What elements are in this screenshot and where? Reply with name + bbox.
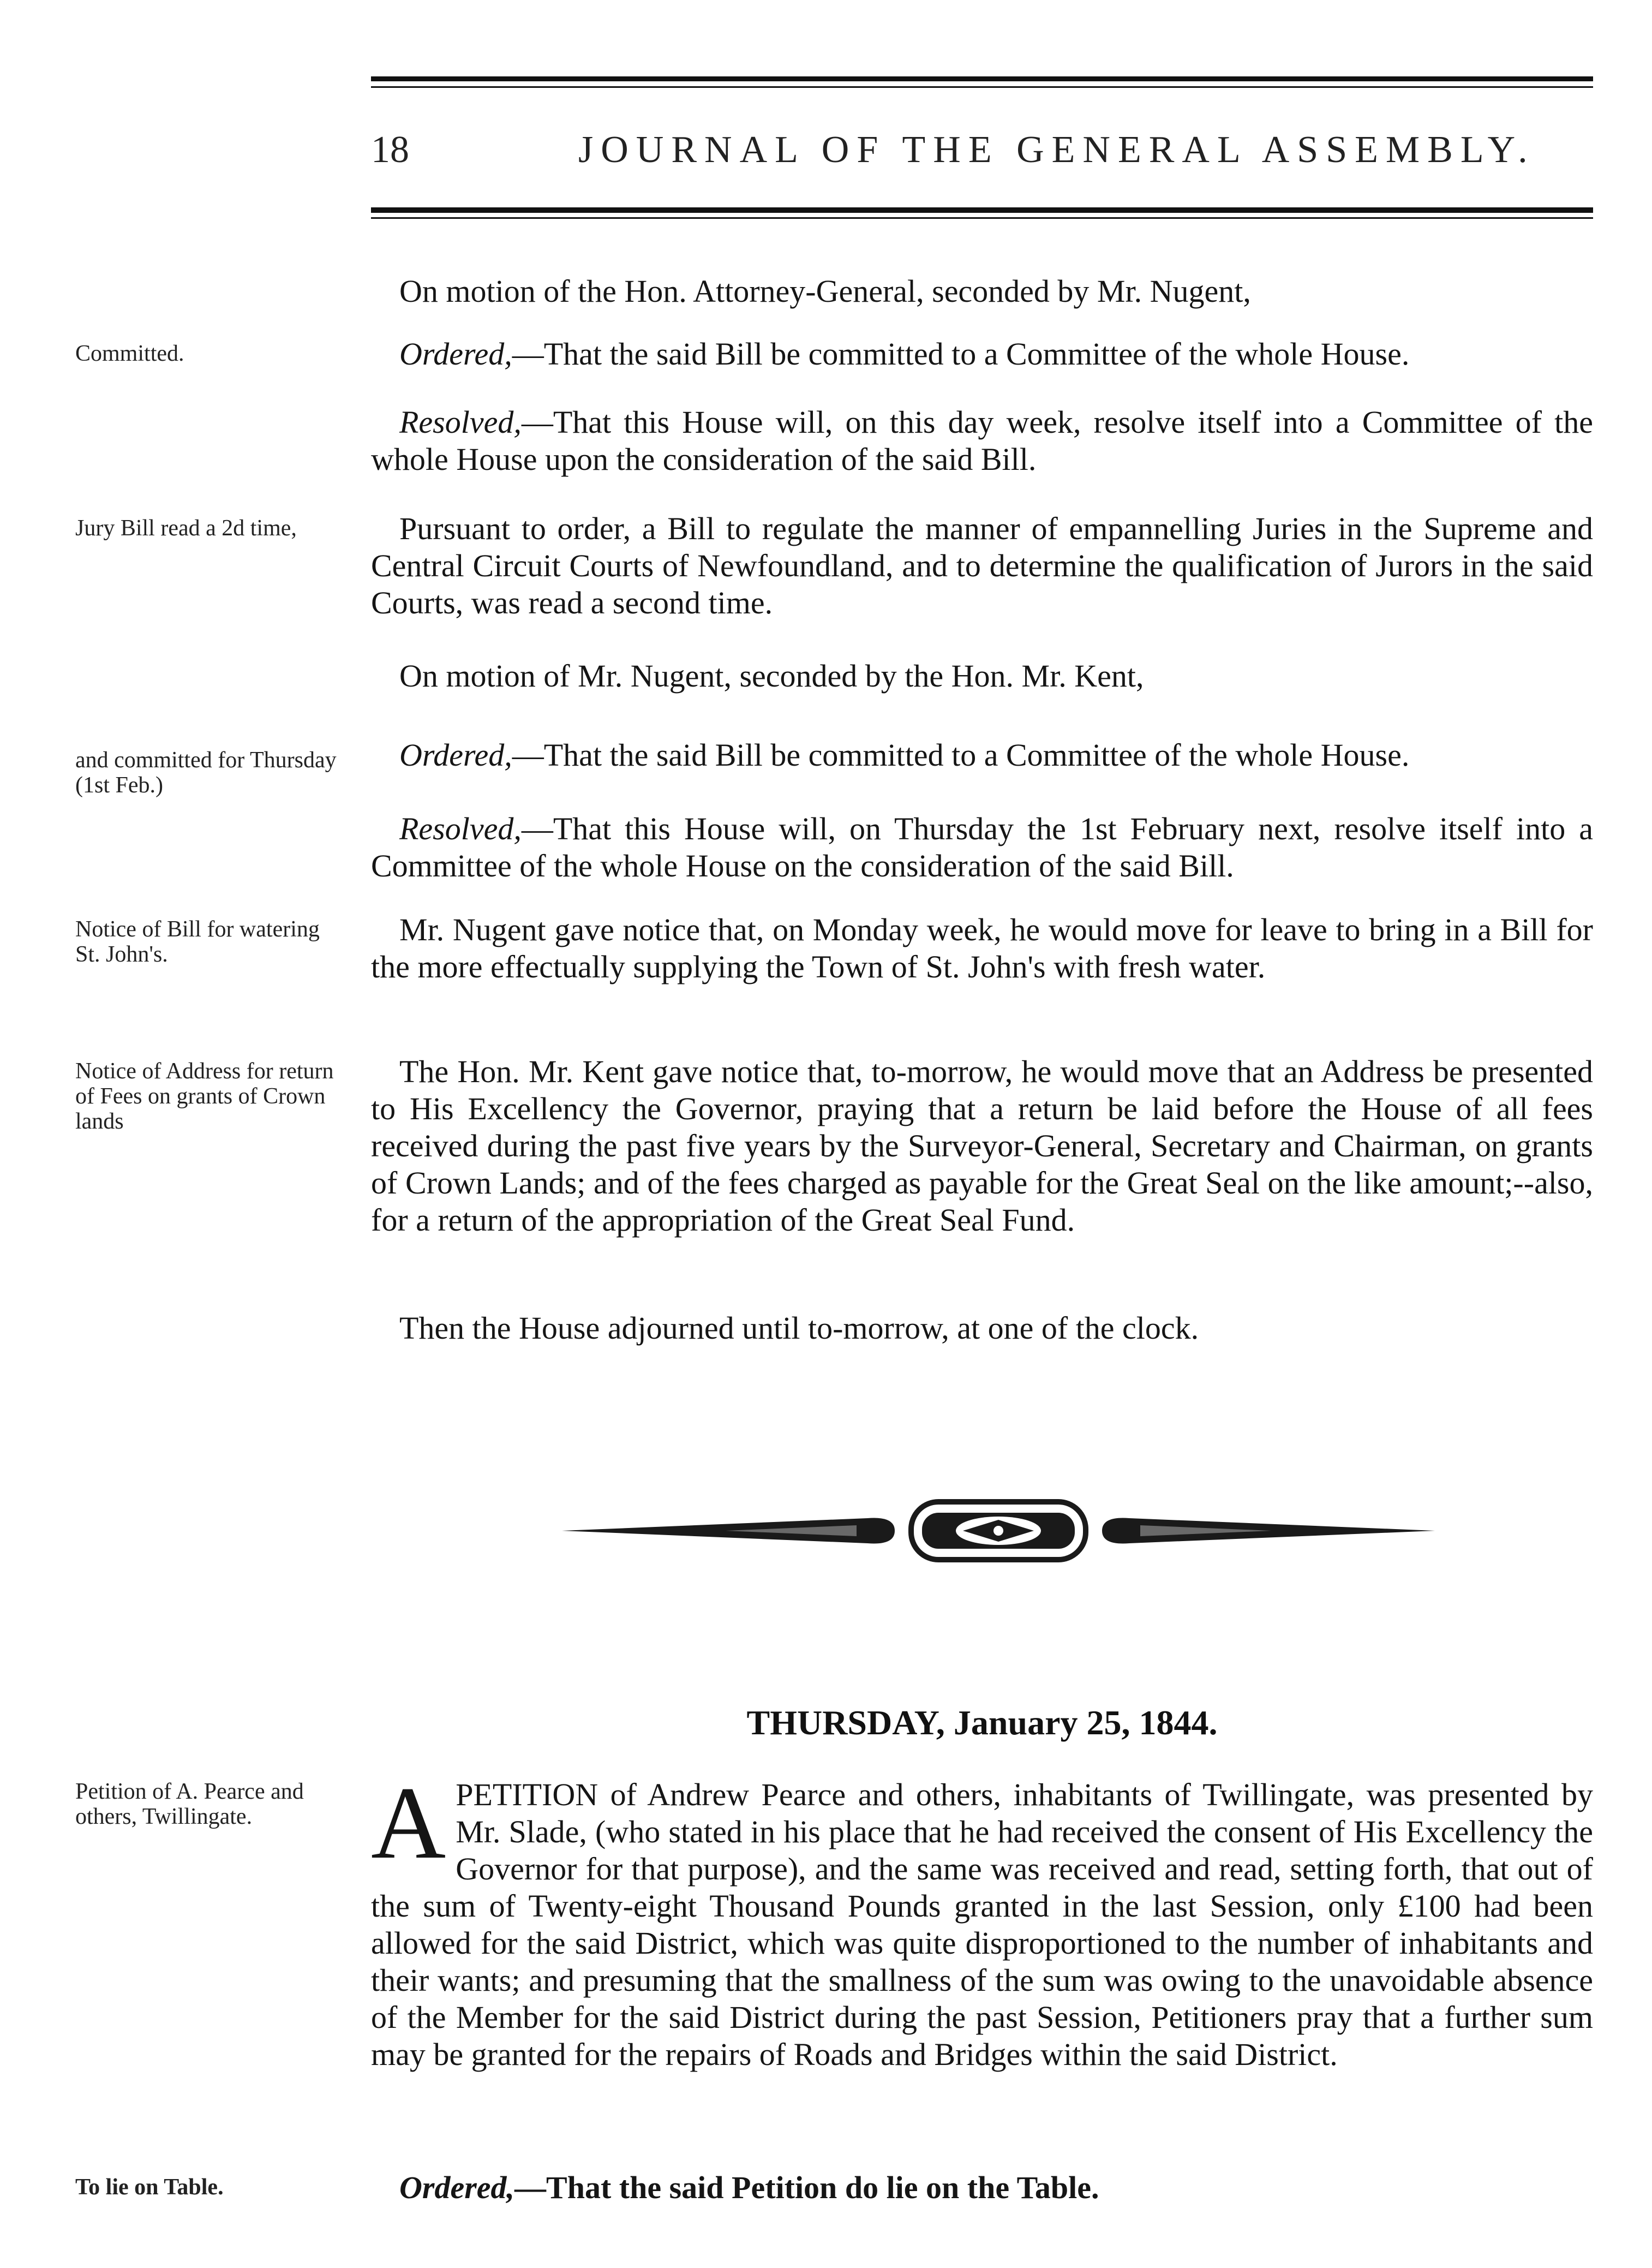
entry-text: Then the House adjourned until to-morrow, at one of the clock.: [399, 1310, 1199, 1346]
header-rule-top: [371, 76, 1593, 81]
entry-text: —That the said Petition do lie on the Table.: [514, 2170, 1099, 2205]
entry-text: On motion of the Hon. Attorney-General, seconded by Mr. Nugent,: [399, 273, 1251, 309]
journal-entry: [371, 810, 1593, 885]
entry-text: The Hon. Mr. Kent gave notice that, to-morrow, he would move that an Address be presented to His Excellency the Governor, praying that a return be laid before the House of all fees received during the past five years by the Surveyor-General, Secretary and Chairman, on grants of Crown Lands; and of the fees charged as payable for the Great Seal on the like amount;--also, for a return of the appropriation of the Great Seal Fund.: [371, 1054, 1593, 1238]
journal-entry: [371, 737, 1593, 774]
margin-note: Jury Bill read a 2d time,: [75, 516, 297, 541]
margin-note: To lie on Table.: [75, 2175, 224, 2200]
entry-text: Pursuant to order, a Bill to regulate the manner of empannelling Juries in the Supreme and Central Circuit Courts of Newfoundland, and to determine the qualification of Jurors in the said Courts, was read a second time.: [371, 511, 1593, 620]
header-rule-bottom-thin: [371, 217, 1593, 219]
journal-entry: [371, 336, 1593, 373]
page-number: 18: [371, 129, 409, 171]
margin-note: Petition of A. Pearce and others, Twillingate.: [75, 1779, 304, 1829]
journal-entry: [371, 273, 1593, 310]
margin-note: and committed for Thursday (1st Feb.): [75, 748, 337, 798]
journal-entry: [371, 1310, 1593, 1347]
journal-entry: [371, 1053, 1593, 1239]
entry-lead: Ordered,: [399, 2170, 515, 2205]
journal-entry: [371, 2169, 1593, 2206]
header-rule-top-thin: [371, 86, 1593, 88]
entry-text: Mr. Nugent gave notice that, on Monday week, he would move for leave to bring in a Bill for the more effectually supplying the Town of St. John's with fresh water.: [371, 912, 1593, 984]
entry-lead: Ordered,: [399, 737, 512, 773]
entry-lead: Resolved,: [399, 404, 522, 440]
entry-text: —That the said Bill be committed to a Committee of the whole House.: [512, 737, 1410, 773]
margin-note: Notice of Address for return of Fees on grants of Crown lands: [75, 1059, 334, 1134]
petition-entry: [371, 1766, 1593, 2073]
entry-text: —That this House will, on this day week, resolve itself into a Committee of the whole House upon the consideration of the said Bill.: [371, 404, 1593, 477]
drop-cap: A: [371, 1766, 446, 1881]
journal-entry: [371, 911, 1593, 986]
margin-note: Committed.: [75, 341, 184, 366]
journal-entry: [371, 658, 1593, 695]
entry-text: —That the said Bill be committed to a Committee of the whole House.: [512, 336, 1410, 372]
entry-lead: Resolved,: [399, 811, 522, 846]
entry-text: —That this House will, on Thursday the 1st February next, resolve itself into a Committee of the whole House on the consideration of the said Bill.: [371, 811, 1593, 884]
decorative-rule-icon: [562, 1490, 1435, 1572]
day-heading: THURSDAY, January 25, 1844.: [746, 1703, 1218, 1742]
entry-lead: Ordered,: [399, 336, 512, 372]
entry-text: On motion of Mr. Nugent, seconded by the Hon. Mr. Kent,: [399, 658, 1144, 694]
margin-note: Notice of Bill for watering St. John's.: [75, 917, 320, 967]
petition-text: PETITION of Andrew Pearce and others, inhabitants of Twillingate, was presented by Mr. Slade, (who stated in his place that he had received the consent of His Excellency the Governor for that purpose), and the same was received and read, setting forth, that out of the sum of Twenty-eight Thousand Pounds granted in the last Session, only £100 had been allowed for the said District, which was quite disproportioned to the number of inhabitants and their wants; and presuming that the smallness of the sum was owing to the unavoidable absence of the Member for the said District during the past Session, Petitioners pray that a further sum may be granted for the repairs of Roads and Bridges within the said District.: [371, 1777, 1593, 2072]
journal-entry: [371, 510, 1593, 622]
running-header: [371, 123, 1593, 177]
journal-entry: [371, 404, 1593, 478]
header-rule-bottom: [371, 207, 1593, 213]
running-title: JOURNAL OF THE GENERAL ASSEMBLY.: [578, 129, 1535, 171]
